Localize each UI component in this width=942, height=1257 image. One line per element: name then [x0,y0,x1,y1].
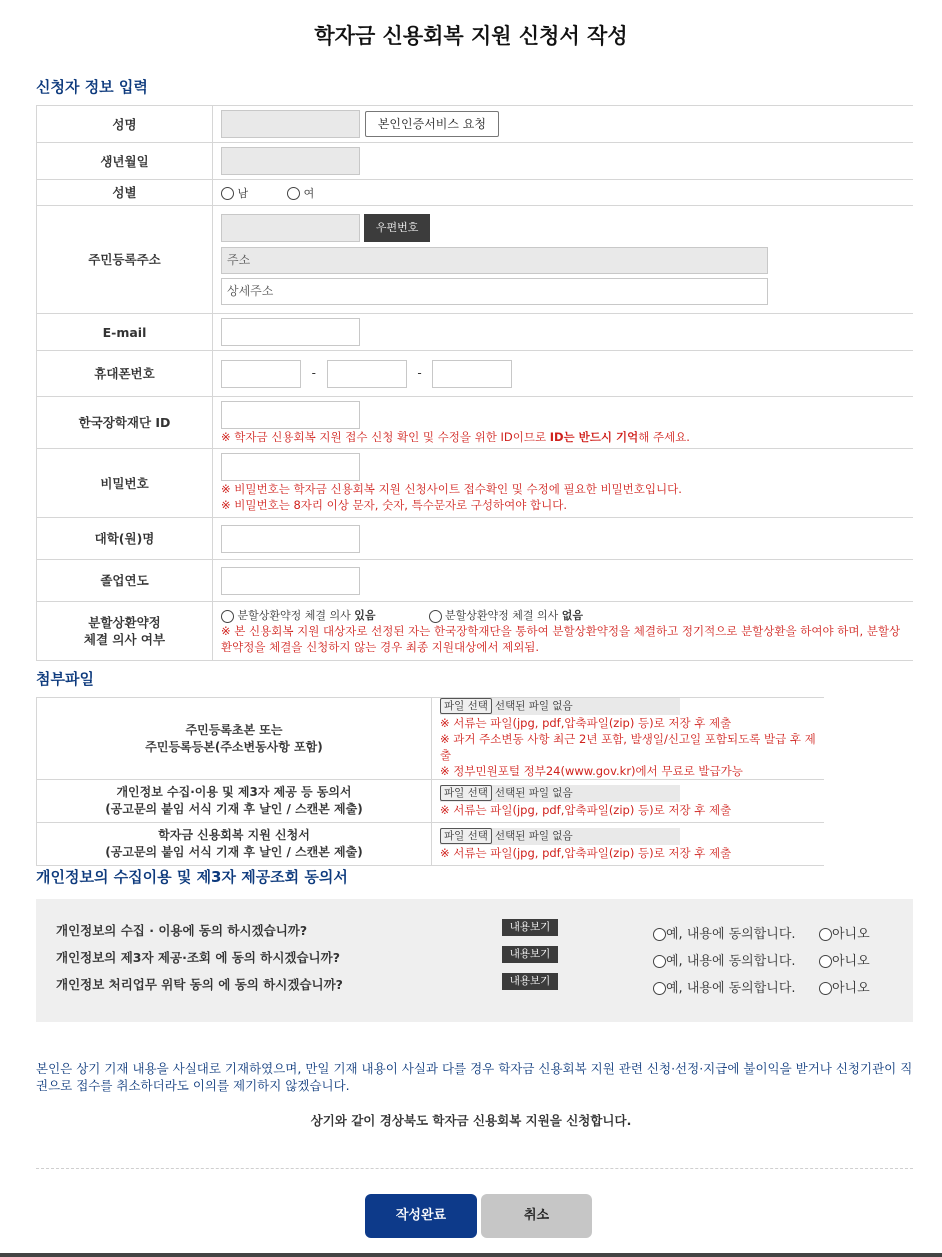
university-input[interactable] [221,525,360,553]
section-title-files: 첨부파일 [36,670,94,688]
consent-no-label: 아니오 [832,981,870,996]
gender-male-label: 남 [237,186,249,200]
university-label: 대학(원)명 [37,518,213,560]
consent-yes-label: 예, 내용에 동의합니다. [666,927,796,942]
cancel-button[interactable]: 취소 [481,1194,592,1238]
postcode-input[interactable] [221,214,360,242]
address-detail-input[interactable]: 상세주소 [221,278,768,305]
phone-input-2[interactable] [327,360,407,388]
submit-button[interactable]: 작성완료 [365,1194,477,1238]
consent-box [36,899,913,1022]
graduation-label: 졸업연도 [37,560,213,602]
phone-input-3[interactable] [432,360,512,388]
installment-yes-label: 분할상환약정 체결 의사 있음 [237,609,376,622]
file-input-resident[interactable] [440,698,680,715]
section-title-applicant: 신청자 정보 입력 [36,78,148,96]
gender-label: 성별 [37,180,213,206]
declaration-text: 본인은 상기 기재 내용을 사실대로 기재하였으며, 만일 기재 내용이 사실과 다를 경우 학자금 신용회복 지원 관련 신청·선정·지급에 불이익을 받거나 신청기관이 직권으로 접수를 취소하더라도 이의를 제기하지 않겠습니다. [36,1061,913,1093]
phone-label: 휴대폰번호 [37,351,213,397]
applicant-form [36,105,913,661]
file-status: 선택된 파일 없음 [494,829,573,842]
row-phone [37,351,914,397]
phone-separator: - [417,366,422,380]
consent-row-third-party [56,946,896,968]
consent-yes-radio[interactable] [653,955,666,968]
email-input[interactable] [221,318,360,346]
file-status: 선택된 파일 없음 [494,786,573,799]
address-label: 주민등록주소 [37,206,213,314]
installment-yes-radio[interactable] [221,610,234,623]
row-address [37,206,914,314]
file-row-application [37,823,825,866]
installment-no-radio[interactable] [429,610,442,623]
kosaf-id-note: ※ 학자금 신용회복 지원 접수 신청 확인 및 수정을 위한 ID이므로 ID는 반드시 기억해 주세요. [221,429,690,444]
file-select-button[interactable]: 파일 선택 [440,785,492,801]
gender-female-radio[interactable] [287,187,300,200]
file-input-application[interactable] [440,828,680,845]
file-select-button[interactable]: 파일 선택 [440,698,492,714]
apply-statement: 상기와 같이 경상북도 학자금 신용회복 지원을 신청합니다. [310,1113,632,1128]
page-title: 학자금 신용회복 지원 신청서 작성 [314,24,628,48]
attachments-table [36,697,824,866]
installment-no-label: 분할상환약정 체결 의사 없음 [445,609,584,622]
row-installment [37,602,914,661]
kosaf-id-input[interactable] [221,401,360,429]
birth-input[interactable] [221,147,360,175]
row-email [37,314,914,351]
consent-question: 개인정보의 제3자 제공·조회 에 동의 하시겠습니까? [56,950,340,965]
page-bottom-border [0,1253,942,1257]
identity-verify-button[interactable]: 본인인증서비스 요청 [365,111,499,137]
postcode-button[interactable]: 우편번호 [364,214,431,242]
consent-yes-radio[interactable] [653,982,666,995]
consent-question: 개인정보의 수집 · 이용에 동의 하시겠습니까? [56,923,308,938]
consent-no-radio[interactable] [819,955,832,968]
gender-male-radio[interactable] [221,187,234,200]
view-content-button[interactable]: 내용보기 [502,973,558,990]
consent-question: 개인정보 처리업무 위탁 동의 에 동의 하시겠습니까? [56,977,343,992]
row-name [37,106,914,143]
row-birth [37,143,914,180]
consent-no-radio[interactable] [819,928,832,941]
row-university [37,518,914,560]
installment-label: 분할상환약정 체결 의사 여부 [37,602,213,661]
file-row-consent-form [37,780,825,823]
gender-female-label: 여 [303,186,315,200]
row-password [37,449,914,518]
file-note: ※ 서류는 파일(jpg, pdf,압축파일(zip) 등)로 저장 후 제출 [440,716,732,730]
view-content-button[interactable]: 내용보기 [502,946,558,963]
password-note-1: ※ 비밀번호는 학자금 신용회복 지원 신청사이트 접수확인 및 수정에 필요한 비밀번호입니다. [221,482,682,496]
file-note: ※ 서류는 파일(jpg, pdf,압축파일(zip) 등)로 저장 후 제출 [440,845,732,860]
consent-row-collection [56,919,896,941]
kosaf-id-label: 한국장학재단 ID [37,397,213,449]
file-note: ※ 정부민원포털 정부24(www.gov.kr)에서 무료로 발급가능 [440,764,743,778]
consent-yes-label: 예, 내용에 동의합니다. [666,954,796,969]
file-label-consent-form: 개인정보 수집·이용 및 제3자 제공 등 동의서 (공고문의 붙임 서식 기재 후 날인 / 스캔본 제출) [37,780,432,823]
row-graduation [37,560,914,602]
row-gender [37,180,914,206]
consent-no-radio[interactable] [819,982,832,995]
file-status: 선택된 파일 없음 [494,700,573,712]
password-note-2: ※ 비밀번호는 8자리 이상 문자, 숫자, 특수문자로 구성하여야 합니다. [221,498,567,512]
installment-note: ※ 본 신용회복 지원 대상자로 선정된 자는 한국장학재단을 통하여 분할상환약정을 체결하고 정기적으로 분할상환을 하여야 하며, 분할상환약정을 체결을 신청하지 않는 경우 최종 지원대상에서 제외됨. [221,624,901,654]
name-input[interactable] [221,110,360,138]
password-input[interactable] [221,453,360,481]
file-label-resident: 주민등록초본 또는 주민등록등본(주소변동사항 포함) [37,698,432,780]
view-content-button[interactable]: 내용보기 [502,919,558,936]
consent-yes-radio[interactable] [653,928,666,941]
file-note: ※ 과거 주소변동 사항 최근 2년 포함, 발생일/신고일 포함되도록 발급 후 제출 [440,732,816,762]
consent-no-label: 아니오 [832,954,870,969]
section-title-consent: 개인정보의 수집이용 및 제3자 제공조회 동의서 [36,868,348,886]
consent-yes-label: 예, 내용에 동의합니다. [666,981,796,996]
file-note: ※ 서류는 파일(jpg, pdf,압축파일(zip) 등)로 저장 후 제출 [440,802,732,817]
consent-row-outsourcing [56,973,896,995]
address-input[interactable]: 주소 [221,247,768,274]
birth-label: 생년월일 [37,143,213,180]
file-row-resident [37,698,825,780]
file-input-consent-form[interactable] [440,785,680,802]
consent-no-label: 아니오 [832,927,870,942]
password-label: 비밀번호 [37,449,213,518]
graduation-year-input[interactable] [221,567,360,595]
divider [36,1168,913,1169]
phone-input-1[interactable] [221,360,301,388]
name-label: 성명 [37,106,213,143]
file-select-button[interactable]: 파일 선택 [440,828,492,844]
row-kosaf-id [37,397,914,449]
email-label: E-mail [37,314,213,351]
file-label-application: 학자금 신용회복 지원 신청서 (공고문의 붙임 서식 기재 후 날인 / 스캔본 제출) [37,823,432,866]
phone-separator: - [311,366,316,380]
